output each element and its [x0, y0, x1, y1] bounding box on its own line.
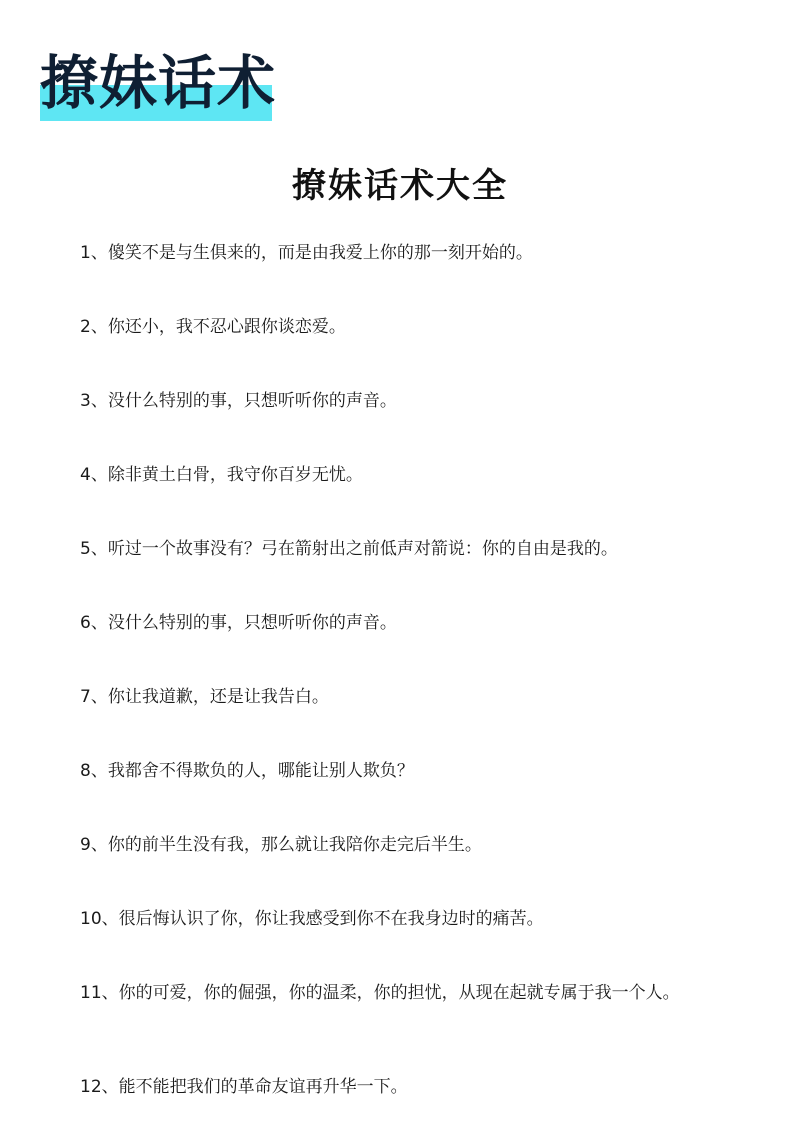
list-item-text: 9、你的前半生没有我，那么就让我陪你走完后半生。 — [80, 835, 482, 855]
list-item — [48, 455, 764, 495]
list-item-text: 12、能不能把我们的革命友谊再升华一下。 — [80, 1077, 408, 1097]
list-item — [48, 677, 764, 717]
list-item-text: 3、没什么特别的事，只想听听你的声音。 — [80, 391, 397, 411]
list-item — [48, 603, 764, 643]
list-item — [48, 751, 764, 791]
list-item — [48, 307, 764, 347]
list-item-text: 7、你让我道歉，还是让我告白。 — [80, 687, 329, 707]
list-item — [48, 899, 764, 939]
header-tag — [40, 40, 276, 126]
list-item-text: 1、傻笑不是与生俱来的，而是由我爱上你的那一刻开始的。 — [80, 243, 533, 263]
list-item-text: 6、没什么特别的事，只想听听你的声音。 — [80, 613, 397, 633]
list-item-text: 10、很后悔认识了你，你让我感受到你不在我身边时的痛苦。 — [80, 909, 544, 929]
list-item — [48, 973, 764, 1013]
list-item-text: 4、除非黄土白骨，我守你百岁无忧。 — [80, 465, 363, 485]
list-item — [48, 529, 764, 569]
list-item-text: 8、我都舍不得欺负的人，哪能让别人欺负？ — [80, 761, 414, 781]
list-item-text: 5、听过一个故事没有？弓在箭射出之前低声对箭说：你的自由是我的。 — [80, 539, 618, 559]
list-item — [48, 233, 764, 273]
list-item — [48, 825, 764, 865]
list-item-text: 2、你还小，我不忍心跟你谈恋爱。 — [80, 317, 346, 337]
list-item — [48, 1067, 764, 1107]
list-item-text: 11、你的可爱，你的倔强，你的温柔，你的担忧，从现在起就专属于我一个人。 — [80, 983, 680, 1003]
document-title: 撩妹话术大全 — [292, 166, 508, 206]
header-tag-title: 撩妹话术 — [40, 49, 277, 117]
list-item — [48, 381, 764, 421]
